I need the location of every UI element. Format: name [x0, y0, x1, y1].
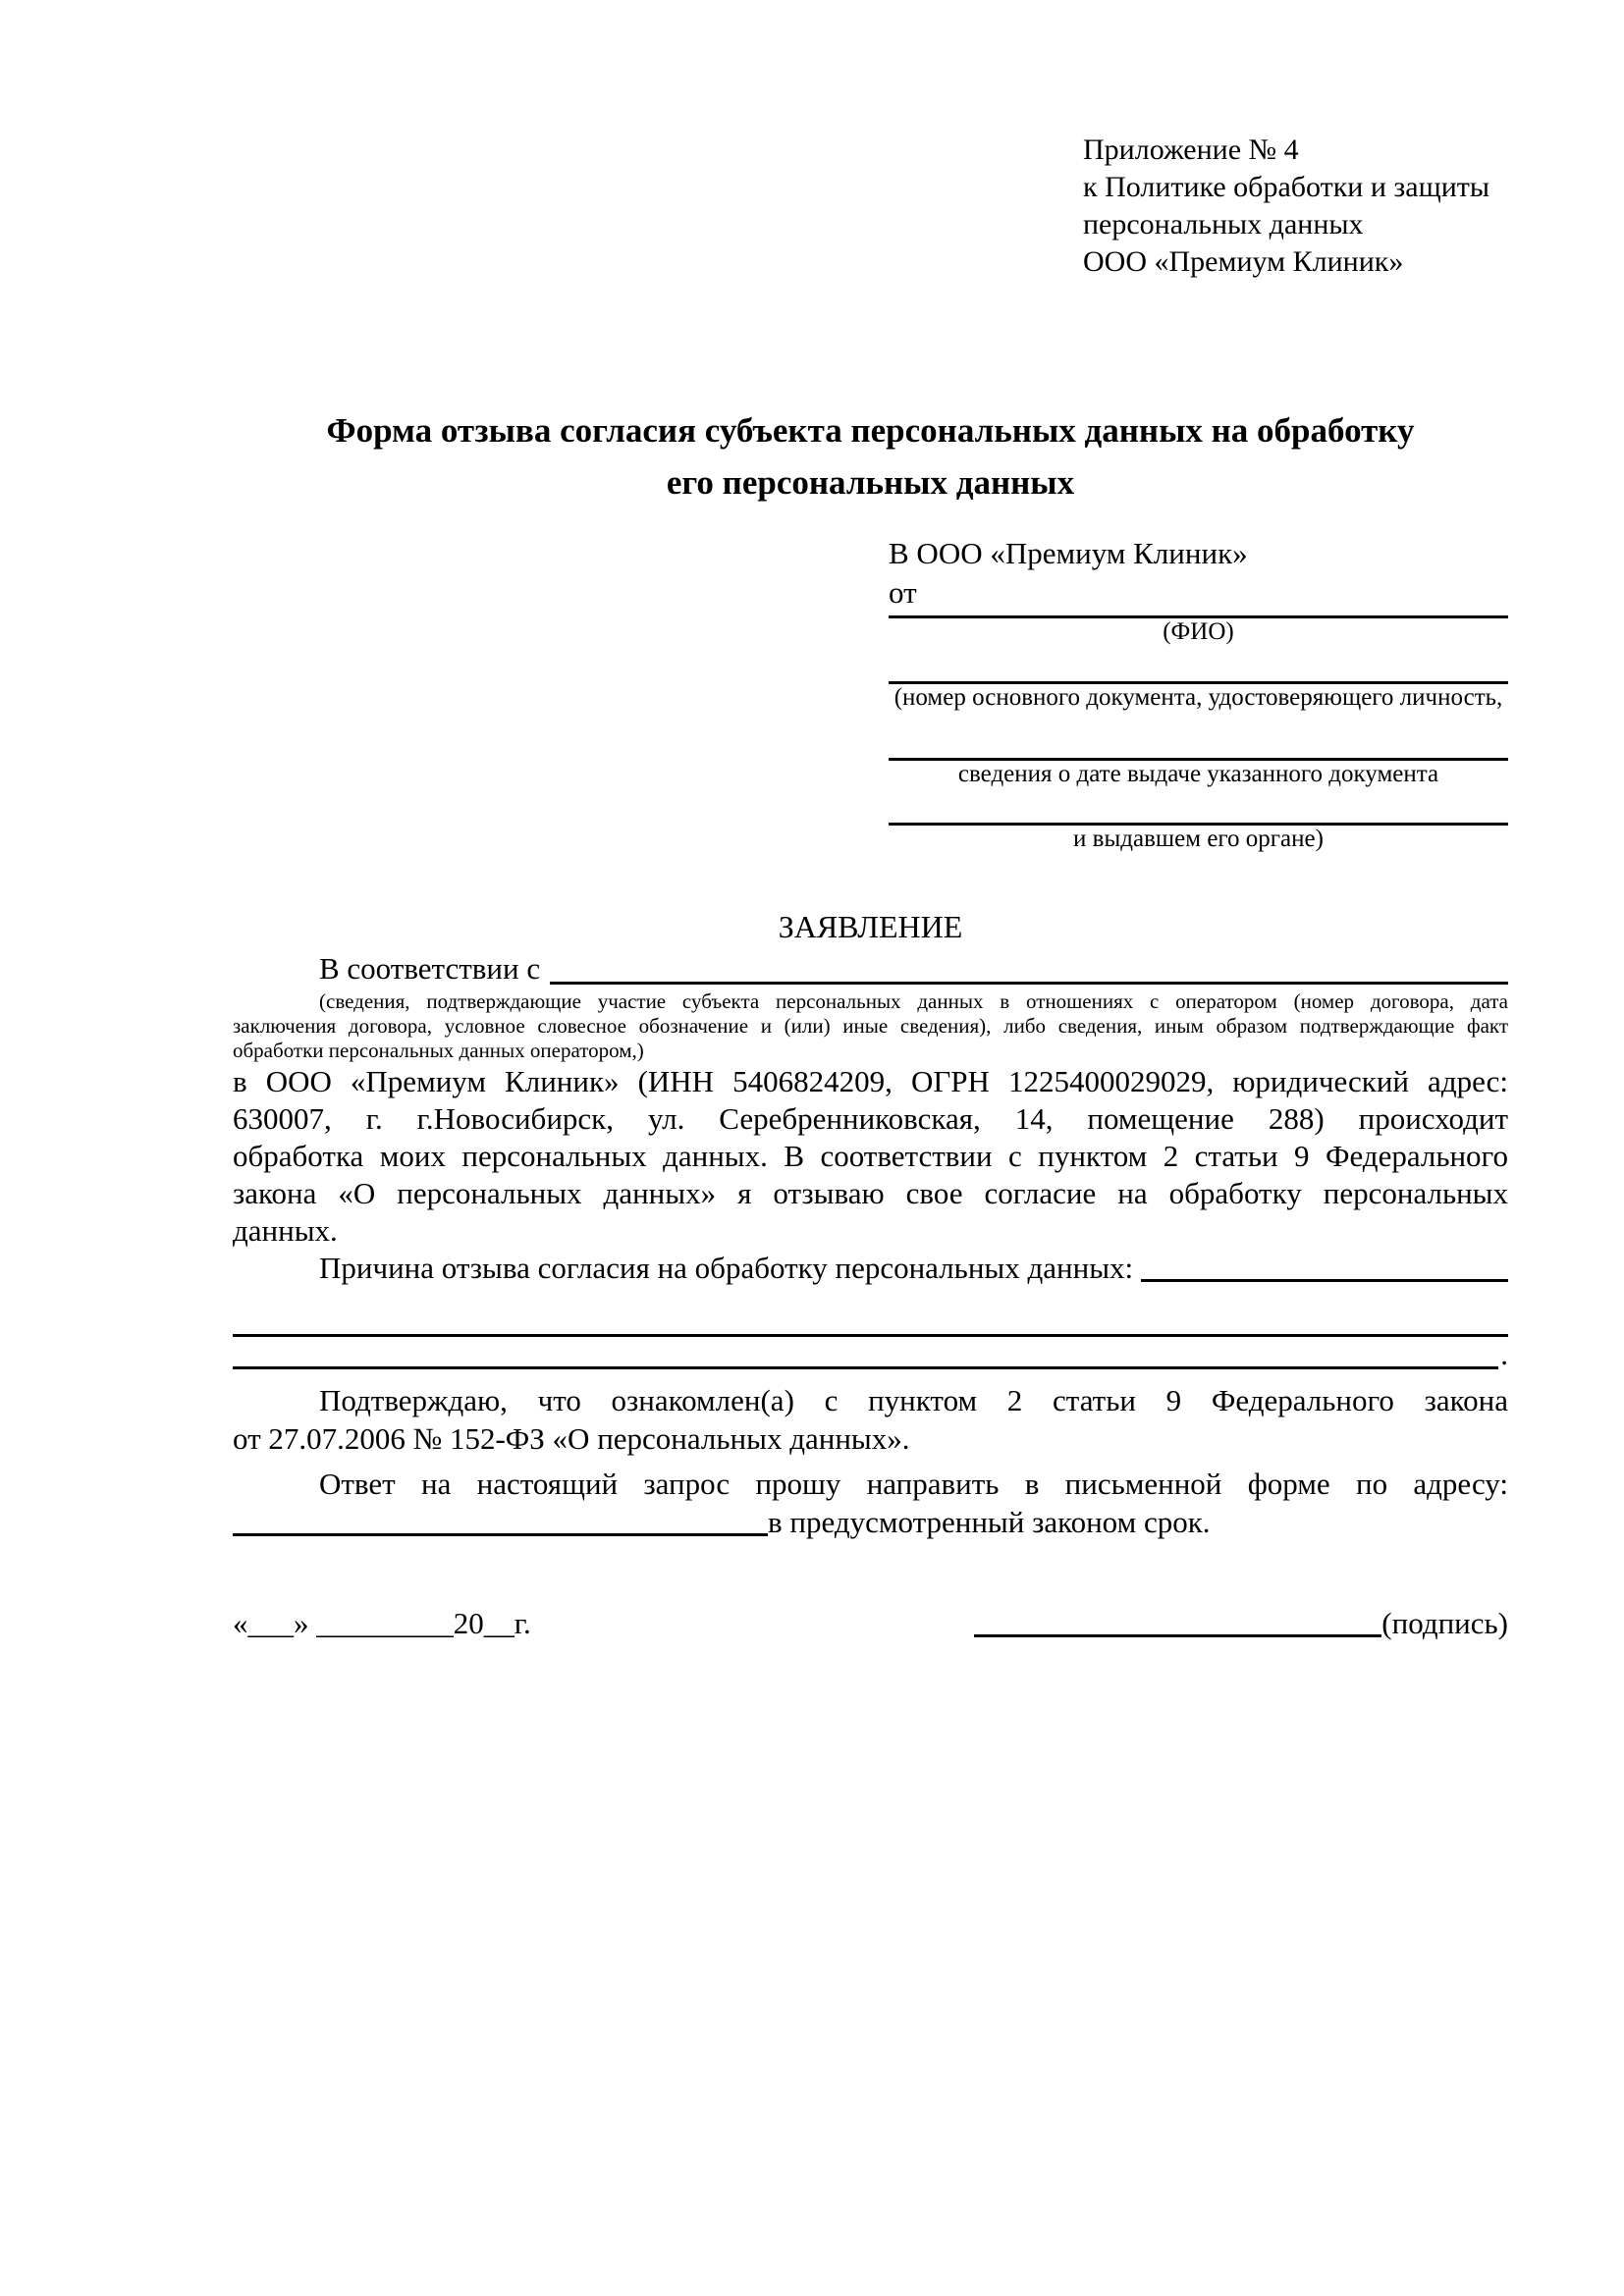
body-line: закона «О персональных данных» я отзываю свое согласие на обработку персональных: [233, 1176, 1508, 1210]
title-line-1: Форма отзыва согласия субъекта персональных данных на обработку: [326, 411, 1415, 450]
statement-body: [233, 1063, 1508, 1250]
confirmation-line: Подтверждаю, что ознакомлен(а) с пунктом 2 статьи 9 Федерального закона: [319, 1383, 1508, 1417]
addressee-block: [889, 534, 1508, 853]
fio-field: [889, 615, 1508, 646]
small-print-line: обработки персональных данных оператором,): [233, 1039, 644, 1062]
body-line: данных.: [233, 1213, 338, 1248]
intro-label: В соответствии с: [319, 951, 541, 986]
intro-blank-line: [550, 948, 1508, 985]
small-print-line: (сведения, подтверждающие участие субъекта персональных данных в отношениях с оператором (номер договора, дата: [319, 989, 1508, 1013]
issuing-authority-caption: и выдавшем его органе): [1073, 826, 1324, 852]
doc-number-caption: (номер основного документа, удостоверяющего личность,: [893, 684, 1503, 711]
title-line-2: его персональных данных: [666, 463, 1075, 502]
issue-date-field: [889, 758, 1508, 788]
reason-blank-line: [1141, 1250, 1508, 1282]
appendix-block: [1083, 132, 1508, 281]
footer-row: [233, 1604, 1508, 1643]
small-print-line: заключения договора, условное словесное обозначение и (или) иные сведения), либо сведения, иным образом подтверждающие факт: [233, 1014, 1508, 1038]
body-line: 630007, г. г.Новосибирск, ул. Серебренниковская, 14, помещение 288) происходит: [233, 1101, 1508, 1136]
confirmation-paragraph: [233, 1381, 1508, 1458]
addressee-to: В ООО «Премиум Клиник»: [889, 536, 1248, 570]
reason-blank-row-1: [233, 1300, 1508, 1337]
confirmation-line: от 27.07.2006 № 152-ФЗ «О персональных данных».: [233, 1421, 910, 1456]
reply-request-line: Ответ на настоящий запрос прошу направить в письменной форме по адресу:: [319, 1467, 1508, 1501]
issuing-authority-field: [889, 823, 1508, 853]
fio-caption: (ФИО): [1163, 618, 1234, 645]
small-print-note: [233, 989, 1508, 1063]
issue-date-caption: сведения о дате выдаче указанного документа: [957, 761, 1439, 787]
address-blank-line: [233, 1503, 768, 1536]
appendix-line: Приложение № 4: [1083, 133, 1299, 166]
doc-number-field: [889, 681, 1508, 712]
blank-line: [233, 1366, 1498, 1369]
reply-request-paragraph: [233, 1465, 1508, 1503]
addressee-from-label: от: [889, 575, 917, 610]
appendix-line: персональных данных: [1083, 208, 1364, 240]
reason-blank-row-2: [233, 1337, 1508, 1369]
blank-row-terminator: .: [1500, 1337, 1508, 1371]
document-title: [233, 404, 1508, 508]
signature-blank-line: [974, 1634, 1381, 1637]
appendix-line: к Политике обработки и защиты: [1083, 171, 1490, 203]
reason-label: Причина отзыва согласия на обработку персональных данных:: [319, 1251, 1134, 1285]
reply-tail-text: в предусмотренный законом срок.: [768, 1505, 1211, 1539]
statement-heading: ЗАЯВЛЕНИЕ: [778, 909, 963, 944]
signature-group: [974, 1604, 1508, 1643]
blank-line: [233, 1334, 1508, 1337]
body-line: в ООО «Премиум Клиник» (ИНН 5406824209, ОГРН 1225400029029, юридический адрес:: [233, 1064, 1508, 1098]
reply-address-row: [233, 1503, 1508, 1541]
intro-line: [233, 948, 1508, 989]
signature-caption: (подпись): [1381, 1606, 1508, 1640]
body-line: обработка моих персональных данных. В соответствии с пунктом 2 статьи 9 Федерального: [233, 1139, 1508, 1173]
reason-line: [233, 1250, 1508, 1287]
date-line: «___» _________20__г.: [233, 1606, 531, 1640]
appendix-line: ООО «Премиум Клиник»: [1083, 245, 1404, 278]
